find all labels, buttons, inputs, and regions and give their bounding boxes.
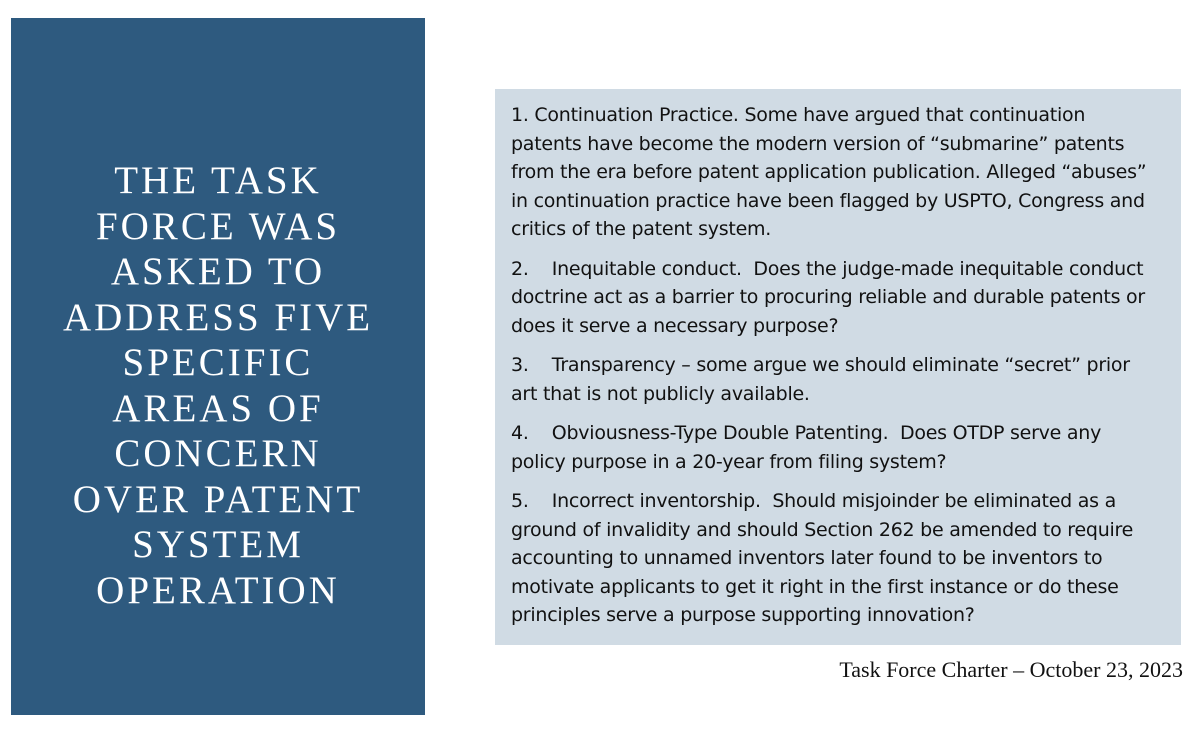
title-line: SPECIFIC	[122, 341, 314, 384]
concern-list	[495, 89, 1181, 645]
concern-item-transparency	[511, 351, 1163, 408]
item-line: policy purpose in a 20-year from filing system?	[511, 450, 947, 473]
title-line: AREAS OF	[112, 386, 324, 430]
title-line: OPERATION	[96, 568, 340, 612]
source-citation: Task Force Charter – October 23, 2023	[839, 657, 1183, 682]
item-line: 5. Incorrect inventorship. Should misjoinder be eliminated as a	[511, 490, 1116, 512]
concern-item-continuation-practice	[511, 101, 1163, 244]
item-line: motivate applicants to get it right in the first instance or do these	[511, 575, 1119, 598]
item-line: 2. Inequitable conduct. Does the judge-made inequitable conduct	[511, 257, 1144, 280]
item-line: in continuation practice have been flagged by USPTO, Congress and	[511, 189, 1145, 212]
item-line: patents have become the modern version of “submarine” patents	[511, 132, 1125, 155]
item-line: 4. Obviousness-Type Double Patenting. Does OTDP serve any	[511, 422, 1102, 444]
concern-item-double-patenting	[511, 419, 1163, 476]
title-line: OVER PATENT	[72, 477, 364, 521]
slide-title	[11, 158, 425, 613]
item-line: principles serve a purpose supporting innovation?	[511, 604, 975, 626]
item-line: ground of invalidity and should Section 262 be amended to require	[511, 518, 1134, 541]
title-line: ASKED TO	[110, 250, 326, 293]
item-line: doctrine act as a barrier to procuring reliable and durable patents or	[511, 286, 1145, 308]
concern-item-inequitable-conduct	[511, 255, 1163, 341]
item-line: art that is not publicly available.	[511, 382, 810, 405]
item-line: from the era before patent application publication. Alleged “abuses”	[511, 161, 1147, 183]
item-line: does it serve a necessary purpose?	[511, 314, 839, 337]
title-line: SYSTEM	[132, 523, 304, 566]
item-line: accounting to unnamed inventors later found to be inventors to	[511, 547, 1103, 569]
item-line: critics of the patent system.	[511, 218, 772, 240]
item-line: 3. Transparency – some argue we should eliminate “secret” prior	[511, 354, 1130, 376]
title-line: FORCE WAS	[95, 204, 341, 248]
title-line: CONCERN	[114, 432, 322, 475]
item-line: 1. Continuation Practice. Some have argued that continuation	[511, 104, 1086, 126]
concern-item-incorrect-inventorship	[511, 487, 1163, 630]
title-line: THE TASK	[114, 159, 322, 202]
title-line: ADDRESS FIVE	[62, 295, 374, 339]
title-panel	[11, 18, 425, 715]
